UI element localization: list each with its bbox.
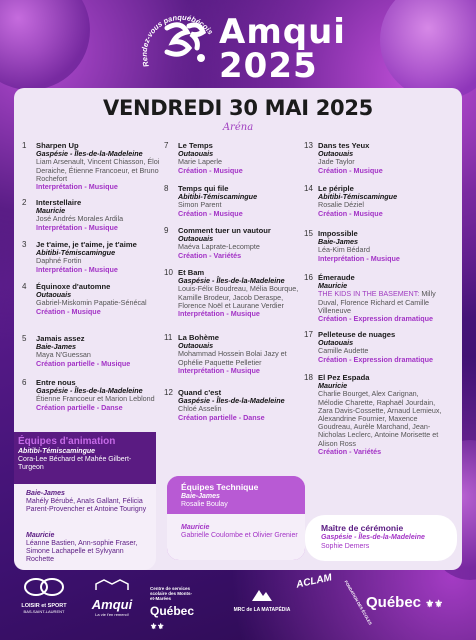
act-people: Liam Arsenault, Vincent Chiasson, Éloi Deraiche, Étienne Francoeur, et Bruno Rochefort	[36, 157, 160, 183]
act-people: Rosalie Déziel	[318, 200, 364, 210]
act-people: Louis-Félix Boudreau, Mélia Bourque, Kamille Brodeur, Jacob Deraspe, Florence Noël et Laurane Verdier	[178, 284, 299, 310]
act-category: Création - Musique	[36, 306, 101, 316]
act-people: Chloé Asselin	[178, 404, 222, 414]
act-region: Baie-James	[36, 342, 76, 352]
loisir-sport-logo: LOISIR et SPORT BAS-SAINT-LAURENT	[14, 576, 74, 614]
act-title: Le Temps	[178, 141, 213, 150]
fondation-logo: FONDATION DES ÉCOLES	[343, 579, 374, 626]
act-title: Je t'aime, je t'aime, je t'aime	[36, 240, 137, 249]
act-people: Jade Taylor	[318, 157, 355, 167]
act-category: Interprétation - Musique	[318, 253, 400, 263]
act-region: Abitibi-Témiscamingue	[36, 248, 116, 258]
act-people: José Andrés Morales Ardila	[36, 214, 124, 224]
technique-people: Gabrielle Coulombe et Olivier Grenier	[181, 532, 298, 539]
act-region: Outaouais	[178, 149, 214, 159]
act-category: Création - Expression dramatique	[318, 314, 434, 324]
act-title: Entre nous	[36, 378, 76, 387]
act-region: Outaouais	[318, 338, 354, 348]
act-people: Maéva Laprate-Lecompte	[178, 242, 260, 252]
technique-box	[167, 476, 305, 560]
act-title: La Bohème	[178, 333, 219, 342]
act-title: El Pez Espada	[318, 373, 370, 382]
act-category: Création - Variétés	[178, 250, 242, 260]
act-number: 5	[22, 334, 27, 343]
act-people: Mohammad Hossein Bolai Jazy et Ophélie Paquette Pelletier	[178, 349, 287, 367]
program-venue: Aréna	[222, 122, 254, 133]
tagline: Rendez-vous panquébécois	[139, 12, 216, 69]
act-number: 4	[22, 282, 27, 291]
act-region: Outaouais	[318, 149, 354, 159]
quebec-logo: Québec ⚜⚜	[366, 594, 444, 611]
mc-title: Maître de cérémonie	[321, 523, 404, 533]
act-category: Création - Variétés	[318, 446, 382, 456]
act-category: Interprétation - Musique	[36, 182, 118, 192]
act-number: 1	[22, 141, 27, 150]
act-region: Gaspésie - Îles-de-la-Madeleine	[178, 396, 285, 406]
act-people: Charlie Bourget, Alex Carignan, Mélodie Charette, Raphaël Jourdain, Zara Davis-Cossette, Arnaud Lemieux, Alexandrine Fournier, Maxence Goudreau, Aurèle Marchand, Jean-Nicholas Leclerc, Antoine Morisette et Alison Ross	[318, 389, 442, 448]
act-number: 11	[164, 333, 173, 342]
act-number: 16	[304, 273, 313, 282]
act-region: Gaspésie - Îles-de-la-Madeleine	[36, 386, 143, 396]
act-number: 6	[22, 378, 27, 387]
act-people: Simon Parent	[178, 200, 222, 210]
act-title: Équinoxe d'automne	[36, 282, 111, 291]
act-category: Interprétation - Musique	[178, 365, 260, 375]
mc-person: Sophie Demers	[321, 543, 370, 550]
act-region: Mauricie	[36, 206, 66, 216]
act-title: Temps qui file	[178, 184, 229, 193]
act-category: Création - Musique	[318, 208, 383, 218]
act-region: Abitibi-Témiscamingue	[318, 192, 398, 202]
act-title: Et Bam	[178, 268, 205, 277]
act-category: Interprétation - Musique	[178, 309, 260, 319]
act-category: Création - Musique	[318, 165, 383, 175]
act-region: Mauricie	[318, 281, 348, 291]
animation-people: Cora-Lee Béchard et Mahée Gilbert-Turgeon	[18, 456, 132, 471]
act-category: Création partielle - Danse	[178, 412, 265, 422]
act-number: 7	[164, 141, 169, 150]
act-people: Maya N'Guessan	[36, 350, 91, 360]
act-title: Dans tes Yeux	[318, 141, 370, 150]
act-title: Quand c'est	[178, 388, 222, 397]
act-region: Mauricie	[318, 381, 348, 391]
act-number: 3	[22, 240, 27, 249]
act-number: 17	[304, 330, 313, 339]
aclam-logo: ACLAM	[295, 572, 333, 591]
act-category: Création partielle - Musique	[36, 358, 131, 368]
house-icon	[92, 578, 132, 592]
header	[0, 0, 476, 88]
act-title: Le périple	[318, 184, 354, 193]
mc-box	[305, 515, 457, 561]
act-title: Sharpen Up	[36, 141, 79, 150]
act-number: 13	[304, 141, 313, 150]
act-people: Marie Laperle	[178, 157, 222, 167]
technique-people: Rosalie Boulay	[181, 501, 228, 508]
act-number: 14	[304, 184, 313, 193]
act-group-name: THE KIDS IN THE BASEMENT:	[318, 289, 420, 299]
header-year: 2025	[219, 46, 318, 86]
act-region: Gaspésie - Îles-de-la-Madeleine	[178, 276, 285, 286]
act-region: Outaouais	[178, 341, 214, 351]
act-members: Milly Duval, Florence Richard et Camille Villeneuve	[318, 289, 436, 315]
footer-sponsors	[0, 572, 476, 640]
act-category: Création partielle - Danse	[36, 402, 123, 412]
act-number: 8	[164, 184, 169, 193]
css-logo: Centre de services scolaire des Monts-et-Marées Québec ⚜⚜	[150, 586, 195, 631]
act-title: Pelleteuse de nuages	[318, 330, 396, 339]
loisir-sport-icon	[22, 576, 66, 598]
act-category: Création - Musique	[178, 208, 243, 218]
animation-region: Mauricie	[26, 532, 55, 539]
act-number: 2	[22, 198, 27, 207]
animation-box	[14, 432, 156, 572]
act-number: 15	[304, 229, 313, 238]
act-region: Gaspésie - Îles-de-la-Madeleine	[36, 149, 143, 159]
act-people: Gabriel-Miskomin Papatie-Sénécal	[36, 298, 147, 308]
mrc-logo: MRC de LA MATAPÉDIA	[230, 586, 294, 613]
act-number: 9	[164, 226, 169, 235]
act-region: Outaouais	[36, 290, 72, 300]
animation-region: Baie-James	[26, 490, 65, 497]
act-people: Camille Audette	[318, 346, 369, 356]
act-title: Comment tuer un vautour	[178, 226, 271, 235]
technique-region: Mauricie	[181, 524, 210, 531]
act-category: Création - Expression dramatique	[318, 354, 434, 364]
act-people: Étienne Francoeur et Marion Leblond	[36, 394, 155, 404]
event-logo	[145, 8, 217, 80]
act-category: Création - Musique	[178, 165, 243, 175]
technique-title: Équipes Technique	[181, 482, 259, 492]
header-title: Amqui	[219, 12, 346, 52]
act-people	[318, 290, 444, 315]
act-number: 10	[164, 268, 173, 277]
act-category: Interprétation - Musique	[36, 264, 118, 274]
program-day: VENDREDI 30 MAI 2025	[103, 96, 373, 120]
act-people: Daphné Fortin	[36, 256, 82, 266]
act-number: 12	[164, 388, 173, 397]
animation-title: Équipes d'animation	[18, 436, 116, 447]
mc-region: Gaspésie - Îles-de-la-Madeleine	[321, 534, 425, 541]
act-number: 18	[304, 373, 313, 382]
act-title: Émeraude	[318, 273, 355, 282]
act-people: Léa-Kim Bédard	[318, 245, 370, 255]
act-region: Abitibi-Témiscamingue	[178, 192, 258, 202]
animation-people: Léanne Bastien, Ann-sophie Fraser, Simone Lachapelle et Sylvyann Rochette	[26, 540, 138, 563]
amqui-logo: Amqui La vie t'en remerci!	[82, 578, 142, 617]
act-title: Jamais assez	[36, 334, 85, 343]
act-title: Impossible	[318, 229, 358, 238]
act-category: Interprétation - Musique	[36, 222, 118, 232]
act-region: Outaouais	[178, 234, 214, 244]
animation-people: Mahély Bérubé, Anaïs Gallant, Félicia Parent-Provencher et Antoine Tourigny	[26, 498, 147, 513]
animation-region: Abitibi-Témiscamingue	[18, 448, 96, 455]
act-region: Baie-James	[318, 237, 358, 247]
act-title: Interstellaire	[36, 198, 82, 207]
mountain-icon	[251, 586, 273, 602]
technique-region: Baie-James	[181, 493, 220, 500]
